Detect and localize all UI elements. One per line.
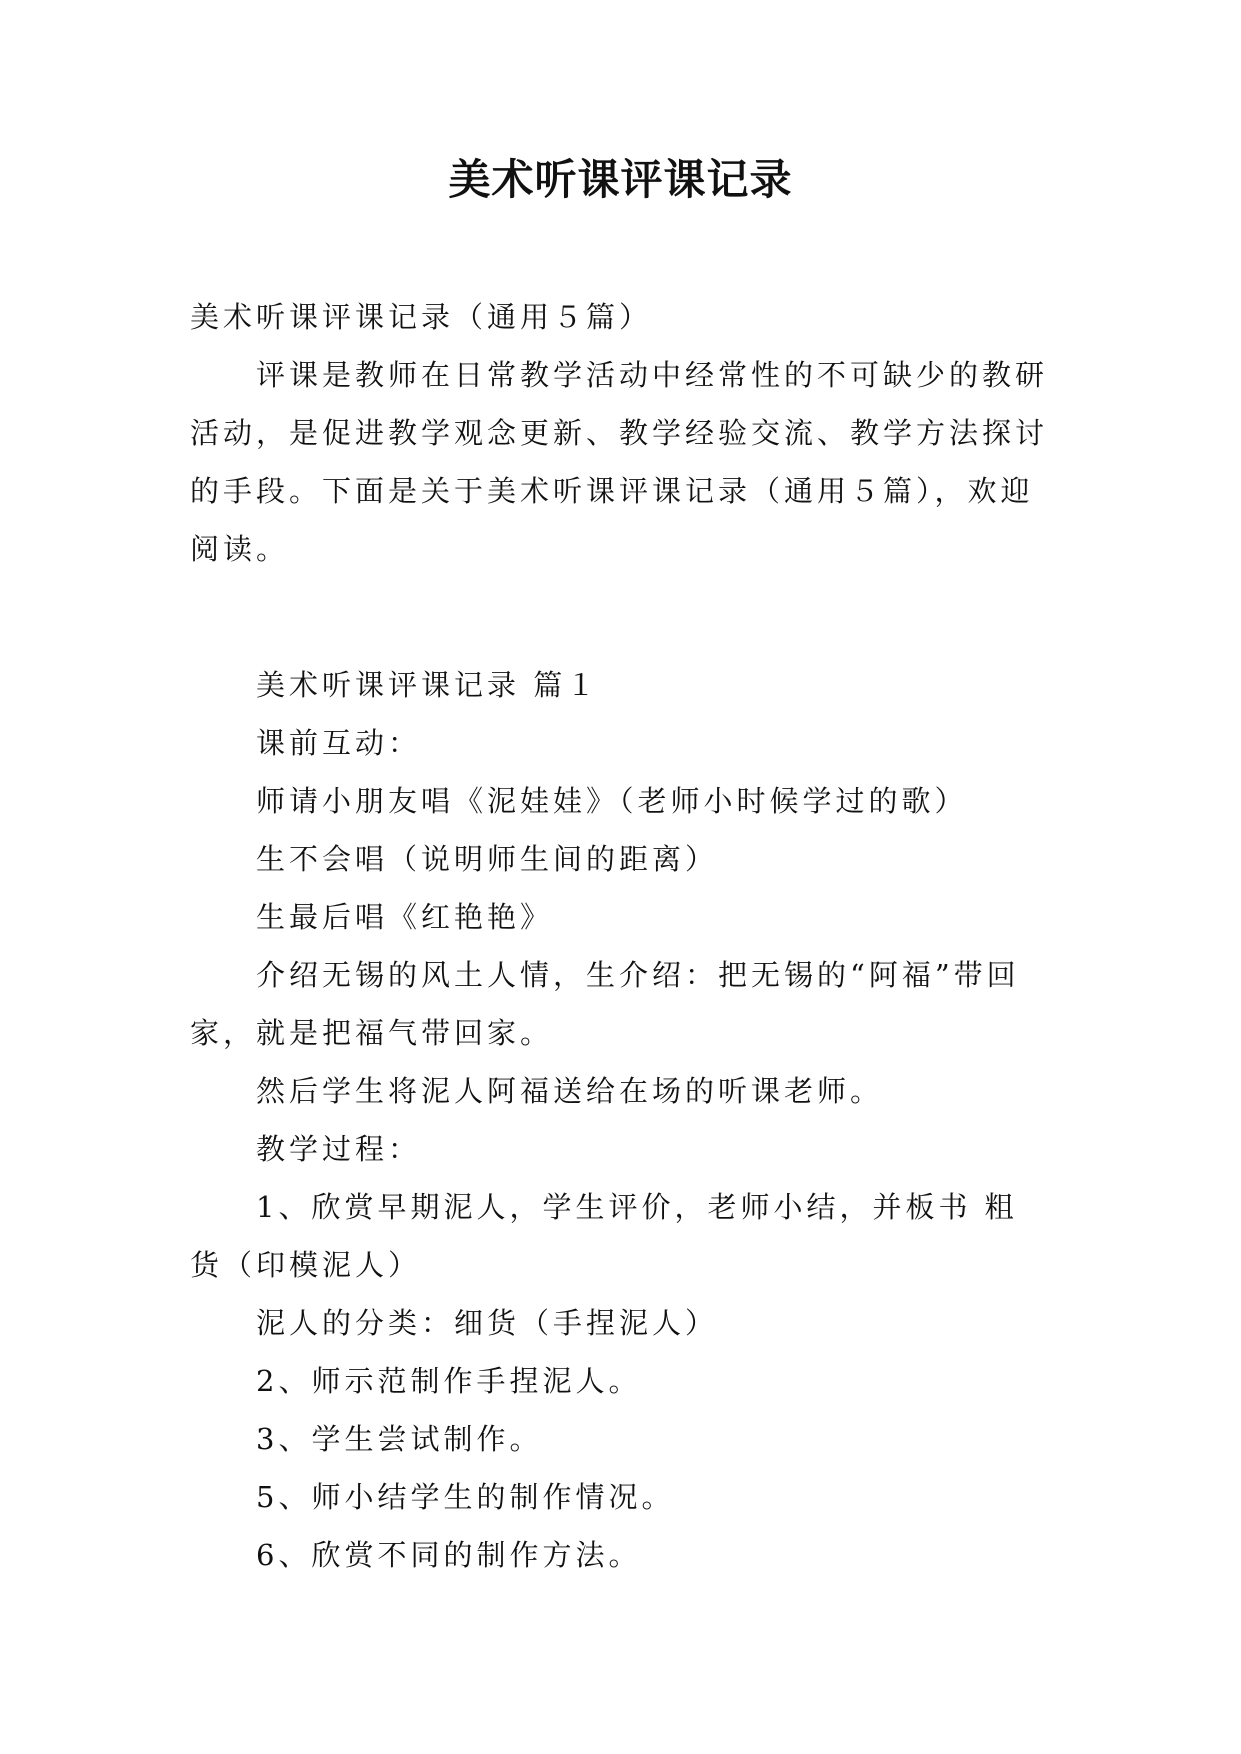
body-line: 课前互动： bbox=[256, 726, 422, 760]
body-line: 6、欣赏不同的制作方法。 bbox=[256, 1538, 642, 1572]
body-line: 师请小朋友唱《泥娃娃》（老师小时候学过的歌） bbox=[256, 784, 968, 818]
section-heading: 美术听课评课记录 篇１ bbox=[256, 668, 600, 702]
document-title: 美术听课评课记录 bbox=[448, 155, 793, 204]
body-line: 5、师小结学生的制作情况。 bbox=[256, 1480, 675, 1514]
body-line: 介绍无锡的风土人情，生介绍：把无锡的“阿福”带回家，就是把福气带回家。 bbox=[190, 958, 1020, 1050]
body-line: 泥人的分类：细货（手捏泥人） bbox=[256, 1306, 719, 1340]
body-line: 生最后唱《红艳艳》 bbox=[256, 900, 554, 934]
document-body bbox=[190, 288, 1050, 1584]
body-line: 2、师示范制作手捏泥人。 bbox=[256, 1364, 642, 1398]
body-line: 1、欣赏早期泥人，学生评价，老师小结，并板书 粗货（印模泥人） bbox=[190, 1190, 1018, 1282]
body-line: 教学过程： bbox=[256, 1132, 422, 1166]
body-line: 然后学生将泥人阿福送给在场的听课老师。 bbox=[256, 1074, 884, 1108]
document-subtitle: 美术听课评课记录（通用５篇） bbox=[190, 300, 653, 334]
body-line: 3、学生尝试制作。 bbox=[256, 1422, 543, 1456]
intro-paragraph: 评课是教师在日常教学活动中经常性的不可缺少的教研活动，是促进教学观念更新、教学经验交流、教学方法探讨的手段。下面是关于美术听课评课记录（通用５篇），欢迎阅读。 bbox=[190, 358, 1049, 566]
body-line: 生不会唱（说明师生间的距离） bbox=[256, 842, 719, 876]
